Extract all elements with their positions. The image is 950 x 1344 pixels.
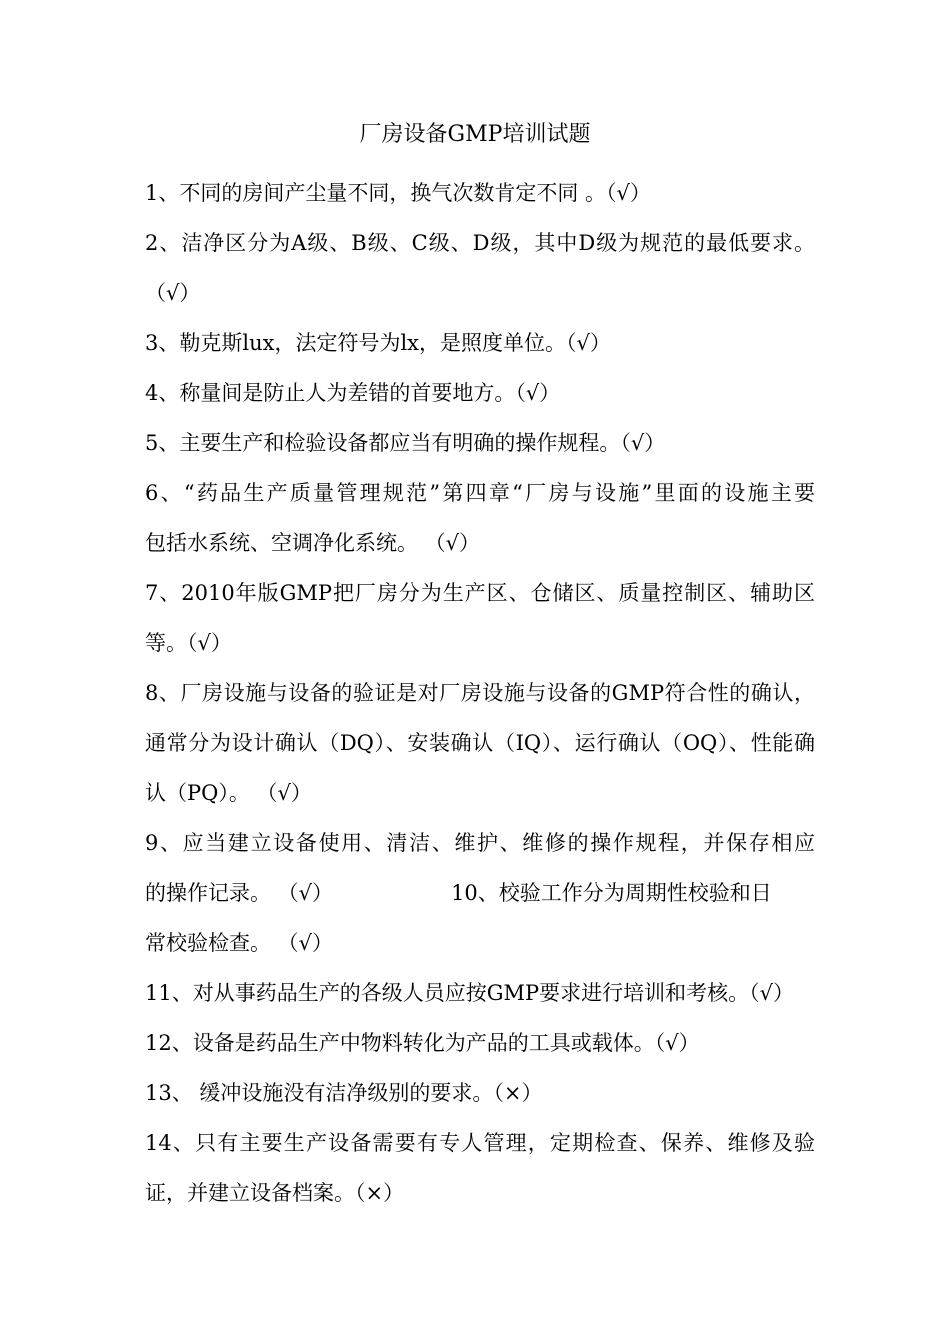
question-12: 12、设备是药品生产中物料转化为产品的工具或载体。（√） [145,1031,700,1055]
question-13: 13、 缓冲设施没有洁净级别的要求。（×） [145,1081,543,1105]
question-9-line-2-text: 的操作记录。 （√） [145,881,334,905]
question-1: 1、不同的房间产尘量不同，换气次数肯定不同 。（√） [145,181,651,205]
question-3: 3、勒克斯lux，法定符号为lx，是照度单位。（√） [145,331,611,355]
question-14-line-2: 证，并建立设备档案。（×） [145,1181,405,1205]
question-14-line-1: 14、只有主要生产设备需要有专人管理，定期检查、保养、维修及验 [145,1131,815,1155]
question-list [145,168,815,1218]
question-5: 5、主要生产和检验设备都应当有明确的操作规程。（√） [145,431,666,455]
question-8-line-1: 8、厂房设施与设备的验证是对厂房设施与设备的GMP符合性的确认， [145,681,815,705]
question-11: 11、对从事药品生产的各级人员应按GMP要求进行培训和考核。（√） [145,981,795,1005]
question-10-line-1: 10、校验工作分为周期性校验和日 [451,881,772,905]
question-8-line-2: 通常分为设计确认（DQ）、安装确认（IQ）、运行确认（OQ）、性能确 [145,731,815,755]
question-7-line-1: 7、2010年版GMP把厂房分为生产区、仓储区、质量控制区、辅助区 [145,581,815,605]
question-6-line-1: 6、“药品生产质量管理规范”第四章“厂房与设施”里面的设施主要 [145,481,815,505]
question-8-line-3: 认（PQ）。 （√） [145,781,312,805]
document-title: 厂房设备GMP培训试题 [359,122,591,147]
question-6-line-2: 包括水系统、空调净化系统。 （√） [145,531,481,555]
question-4: 4、称量间是防止人为差错的首要地方。（√） [145,381,561,405]
question-2-line-2: （√） [145,281,201,305]
question-9-line-2 [145,868,815,918]
question-7-line-2: 等。（√） [145,631,232,655]
question-9-line-1: 9、应当建立设备使用、清洁、维护、维修的操作规程，并保存相应 [145,831,815,855]
question-10-line-2: 常校验检查。 （√） [145,931,334,955]
question-2-line-1: 2、洁净区分为A级、B级、C级、D级，其中D级为规范的最低要求。 [145,231,815,255]
